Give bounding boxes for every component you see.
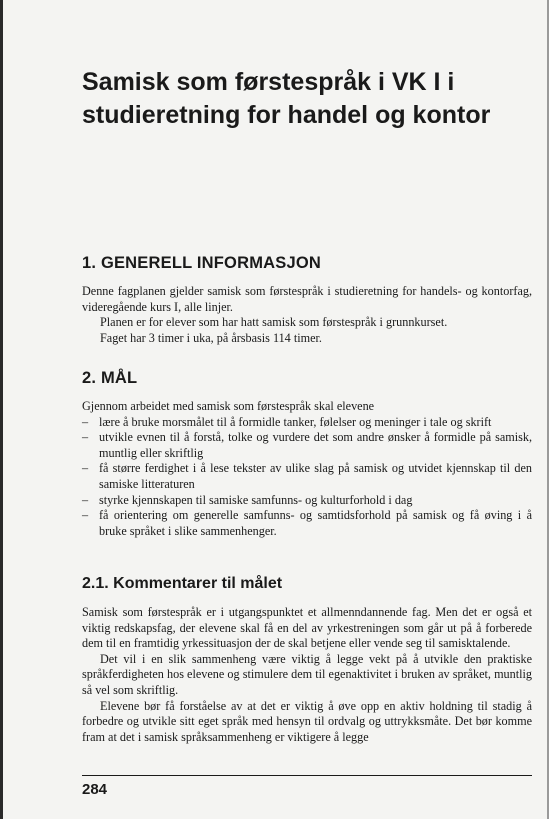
subsection-comments-body <box>82 605 532 745</box>
paragraph: Samisk som førstespråk er i utgangspunktet et allmenndannende fag. Men det er også et viktig redskapsfag, der elevene skal få en del av yrkestreningen som går ut på å forberede dem til en framtidig yrkessituasjon der de skal betjene eller vende seg til samisktalende. <box>82 605 532 651</box>
paragraph: Det vil i en slik sammenheng være viktig å legge vekt på å utvikle den praktiske språkferdigheten hos elevene og stimulere dem til egenaktivitet i bruken av språket, muntlig så vel som skriftlig. <box>82 651 532 697</box>
section-general-info-body <box>82 284 532 346</box>
scan-edge-left <box>0 0 3 819</box>
page-title: Samisk som førstespråk i VK I i studieretning for handel og kontor <box>82 68 491 129</box>
section-goals-body <box>82 399 532 539</box>
list-item: – styrke kjennskapen til samiske samfunns- og kulturforhold i dag <box>82 493 532 509</box>
list-item: – utvikle evnen til å forstå, tolke og vurdere det som andre ønsker å formidle på samisk, muntlig eller skriftlig <box>82 430 532 461</box>
list-item: – få større ferdighet i å lese tekster av ulike slag på samisk og utvidet kjennskap til den samiske litteraturen <box>82 461 532 492</box>
paragraph: Faget har 3 timer i uka, på årsbasis 114 timer. <box>100 330 322 345</box>
paragraph: Planen er for elever som har hatt samisk som førstespråk i grunnkurset. <box>100 315 448 330</box>
section-heading-general-info: 1. GENERELL INFORMASJON <box>82 254 321 272</box>
list-item: – få orientering om generelle samfunns- og samtidsforhold på samisk og få øving i å bruke språket i slike sammenhenger. <box>82 508 532 539</box>
subsection-heading-comments: 2.1. Kommentarer til målet <box>82 575 283 592</box>
list-item: – lære å bruke morsmålet til å formidle tanker, følelser og meninger i tale og skrift <box>82 415 532 431</box>
goals-intro: Gjennom arbeidet med samisk som førstespråk skal elevene <box>82 399 375 413</box>
goals-list <box>82 415 532 540</box>
page-number: 284 <box>82 781 108 798</box>
section-heading-goals: 2. MÅL <box>82 369 138 387</box>
paragraph: Denne fagplanen gjelder samisk som førstespråk i studieretning for handels- og kontorfag, videregående kurs I, alle linjer. <box>82 284 532 314</box>
paragraph: Elevene bør få forståelse av at det er viktig å øve opp en aktiv holdning til stadig å forbedre og utvikle sitt eget språk med hensyn til ordvalg og uttrykksmåte. Det bør komme fram at det i samisk språksammenheng er viktigere å legge <box>82 698 532 744</box>
footer-rule <box>82 775 532 776</box>
